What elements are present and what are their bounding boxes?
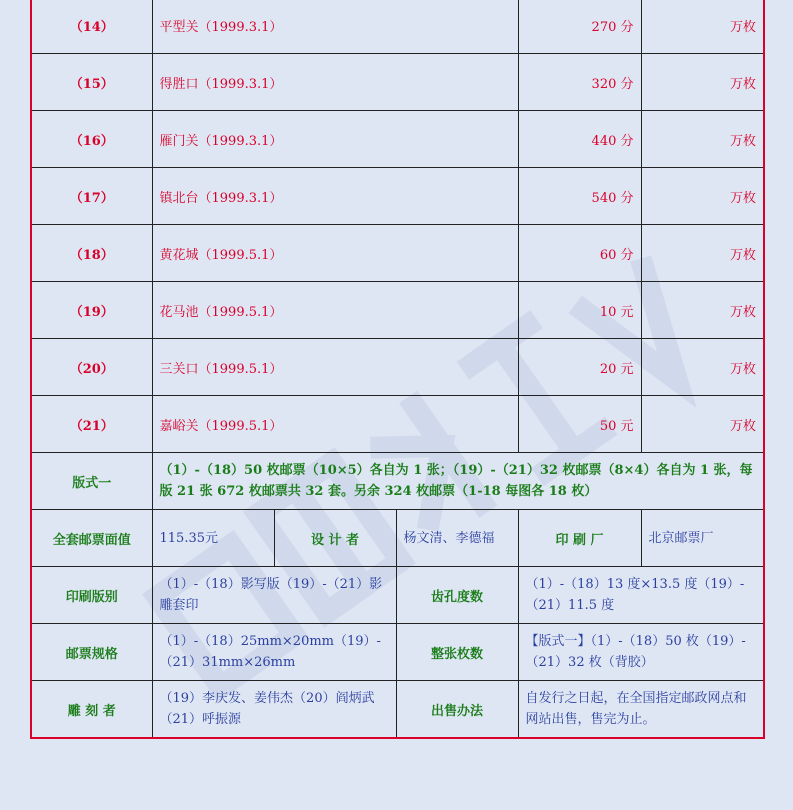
perforation-label: 齿孔度数 [396,567,518,624]
stamp-quantity: 万枚 [641,225,764,282]
face-value: 115.35元 [152,510,274,567]
printer-label: 印 刷 厂 [518,510,641,567]
stamp-size-label: 邮票规格 [31,624,152,681]
face-value-label: 全套邮票面值 [31,510,152,567]
stamp-quantity: 万枚 [641,339,764,396]
printer-value: 北京邮票厂 [641,510,764,567]
engraver-label: 雕 刻 者 [31,681,152,739]
stamp-number: （17） [31,168,152,225]
detail-row-face-value [31,510,764,567]
table-row [31,339,764,396]
stamp-number: （20） [31,339,152,396]
stamp-quantity: 万枚 [641,168,764,225]
stamp-name: 花马池（1999.5.1） [152,282,518,339]
stamp-quantity: 万枚 [641,0,764,54]
table-row [31,282,764,339]
format-label: 版式一 [31,453,152,510]
stamp-number: （18） [31,225,152,282]
stamp-number: （19） [31,282,152,339]
stamp-number: （15） [31,54,152,111]
detail-row-engraver [31,681,764,739]
stamp-face-value: 50 元 [518,396,641,453]
stamp-number: （16） [31,111,152,168]
print-method-value: （1）-（18）影写版（19）-（21）影雕套印 [152,567,396,624]
print-method-label: 印刷版别 [31,567,152,624]
table-row [31,54,764,111]
stamp-face-value: 10 元 [518,282,641,339]
stamp-face-value: 20 元 [518,339,641,396]
stamp-face-value: 320 分 [518,54,641,111]
stamp-face-value: 540 分 [518,168,641,225]
stamp-info-table [30,0,765,739]
stamp-face-value: 60 分 [518,225,641,282]
format-description: （1）-（18）50 枚邮票（10×5）各自为 1 张；（19）-（21）32 枚邮票（8×4）各自为 1 张，每版 21 张 672 枚邮票共 32 套。另余 324 枚邮票（1-18 每图各 18 枚） [152,453,764,510]
sale-method-value: 自发行之日起，在全国指定邮政网点和网站出售，售完为止。 [518,681,764,739]
engraver-value: （19）李庆发、姜伟杰（20）阎炳武（21）呼振源 [152,681,396,739]
perforation-value: （1）-（18）13 度×13.5 度（19）-（21）11.5 度 [518,567,764,624]
stamp-number: （21） [31,396,152,453]
stamp-name: 得胜口（1999.3.1） [152,54,518,111]
detail-row-print-method [31,567,764,624]
designer-label: 设 计 者 [274,510,396,567]
sale-method-label: 出售办法 [396,681,518,739]
stamp-face-value: 270 分 [518,0,641,54]
stamp-name: 黄花城（1999.5.1） [152,225,518,282]
detail-row-size [31,624,764,681]
stamp-name: 三关口（1999.5.1） [152,339,518,396]
format-row [31,453,764,510]
stamp-face-value: 440 分 [518,111,641,168]
stamp-quantity: 万枚 [641,396,764,453]
designer-value: 杨文清、李德福 [396,510,518,567]
stamp-name: 嘉峪关（1999.5.1） [152,396,518,453]
sheet-count-value: 【版式一】（1）-（18）50 枚（19）-（21）32 枚（背胶） [518,624,764,681]
stamp-quantity: 万枚 [641,54,764,111]
stamp-name: 平型关（1999.3.1） [152,0,518,54]
table-row [31,225,764,282]
table-row [31,0,764,54]
table-row [31,396,764,453]
stamp-size-value: （1）-（18）25mm×20mm（19）-（21）31mm×26mm [152,624,396,681]
stamp-quantity: 万枚 [641,111,764,168]
stamp-number: （14） [31,0,152,54]
stamp-quantity: 万枚 [641,282,764,339]
stamp-name: 雁门关（1999.3.1） [152,111,518,168]
sheet-count-label: 整张枚数 [396,624,518,681]
table-row [31,168,764,225]
table-row [31,111,764,168]
stamp-name: 镇北台（1999.3.1） [152,168,518,225]
